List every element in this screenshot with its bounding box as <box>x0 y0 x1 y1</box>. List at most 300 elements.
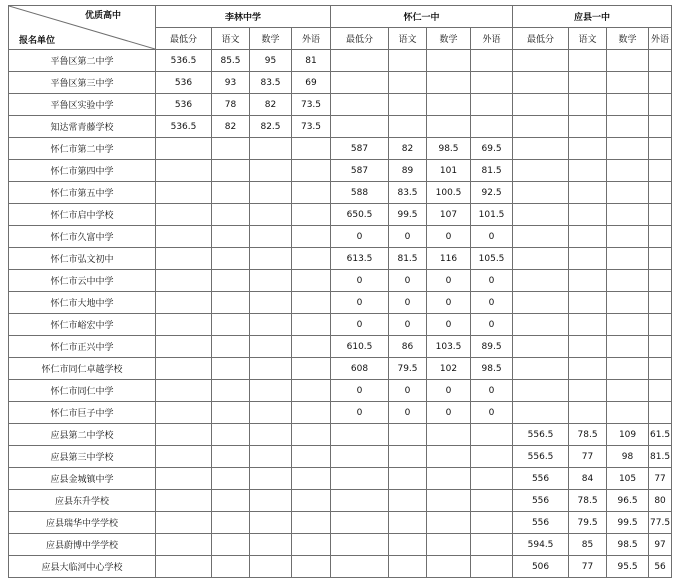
score-cell-english <box>471 556 513 578</box>
score-cell-math <box>607 182 649 204</box>
score-cell-chinese: 77 <box>569 446 607 468</box>
score-cell-math <box>427 490 471 512</box>
score-cell-chinese <box>212 468 250 490</box>
school-name-cell: 怀仁市同仁中学 <box>9 380 156 402</box>
score-cell-english <box>471 468 513 490</box>
score-cell-min-score: 556 <box>513 468 569 490</box>
score-cell-min-score: 0 <box>331 270 389 292</box>
score-cell-chinese: 0 <box>389 380 427 402</box>
score-cell-math <box>607 380 649 402</box>
score-table <box>8 5 672 578</box>
score-cell-chinese <box>212 402 250 424</box>
score-cell-math: 0 <box>427 402 471 424</box>
table-row <box>9 160 672 182</box>
score-cell-min-score: 613.5 <box>331 248 389 270</box>
score-cell-english <box>292 556 331 578</box>
score-cell-chinese <box>212 446 250 468</box>
score-cell-english <box>649 204 672 226</box>
score-cell-english <box>649 138 672 160</box>
score-cell-min-score <box>156 490 212 512</box>
score-cell-min-score <box>331 490 389 512</box>
score-cell-min-score: 594.5 <box>513 534 569 556</box>
score-cell-chinese <box>212 380 250 402</box>
score-cell-min-score: 536 <box>156 72 212 94</box>
score-cell-chinese: 78.5 <box>569 424 607 446</box>
score-cell-chinese <box>389 94 427 116</box>
score-cell-min-score: 536.5 <box>156 116 212 138</box>
score-cell-english <box>292 402 331 424</box>
score-cell-english <box>292 182 331 204</box>
score-cell-min-score: 506 <box>513 556 569 578</box>
score-cell-math <box>250 424 292 446</box>
score-cell-min-score <box>513 314 569 336</box>
score-cell-min-score: 608 <box>331 358 389 380</box>
score-cell-english <box>292 160 331 182</box>
table-row <box>9 72 672 94</box>
score-cell-min-score: 588 <box>331 182 389 204</box>
score-cell-math <box>607 204 649 226</box>
score-cell-min-score: 536.5 <box>156 50 212 72</box>
score-cell-chinese <box>212 138 250 160</box>
score-cell-math <box>250 204 292 226</box>
group-header-yingxian: 应县一中 <box>513 6 672 28</box>
score-cell-math <box>607 138 649 160</box>
school-name-cell: 怀仁市云中中学 <box>9 270 156 292</box>
score-cell-english <box>471 446 513 468</box>
score-cell-min-score <box>513 292 569 314</box>
score-cell-chinese <box>389 468 427 490</box>
group-header-huairen: 怀仁一中 <box>331 6 513 28</box>
score-cell-english <box>649 314 672 336</box>
score-cell-chinese <box>569 72 607 94</box>
score-table-body <box>9 6 672 578</box>
score-cell-min-score <box>156 138 212 160</box>
score-cell-math <box>607 94 649 116</box>
table-row <box>9 116 672 138</box>
score-cell-chinese <box>389 556 427 578</box>
score-cell-math <box>607 160 649 182</box>
score-cell-math <box>427 512 471 534</box>
score-cell-math <box>607 116 649 138</box>
score-cell-math: 0 <box>427 292 471 314</box>
school-name-cell: 怀仁市第四中学 <box>9 160 156 182</box>
score-cell-english <box>649 116 672 138</box>
score-cell-chinese: 79.5 <box>569 512 607 534</box>
score-cell-math: 103.5 <box>427 336 471 358</box>
table-row <box>9 50 672 72</box>
score-cell-math <box>250 468 292 490</box>
score-cell-chinese <box>569 204 607 226</box>
score-cell-math: 82.5 <box>250 116 292 138</box>
score-cell-english: 97 <box>649 534 672 556</box>
score-cell-math <box>250 248 292 270</box>
score-cell-min-score: 0 <box>331 226 389 248</box>
table-row <box>9 556 672 578</box>
score-cell-min-score: 0 <box>331 402 389 424</box>
score-cell-min-score <box>513 182 569 204</box>
score-cell-math: 100.5 <box>427 182 471 204</box>
score-cell-english <box>649 292 672 314</box>
score-cell-min-score <box>513 380 569 402</box>
table-row <box>9 446 672 468</box>
score-cell-math <box>607 314 649 336</box>
score-cell-min-score <box>331 50 389 72</box>
score-cell-math: 98.5 <box>427 138 471 160</box>
score-cell-chinese <box>569 336 607 358</box>
score-cell-chinese <box>389 446 427 468</box>
score-cell-math <box>250 446 292 468</box>
table-row <box>9 358 672 380</box>
score-cell-english <box>649 94 672 116</box>
score-cell-chinese: 81.5 <box>389 248 427 270</box>
school-name-cell: 平鲁区第三中学 <box>9 72 156 94</box>
score-cell-min-score <box>156 380 212 402</box>
score-cell-min-score <box>156 468 212 490</box>
subject-header-min-score: 最低分 <box>513 28 569 50</box>
score-cell-chinese <box>212 292 250 314</box>
score-cell-chinese <box>569 380 607 402</box>
score-cell-math <box>250 512 292 534</box>
score-cell-math: 0 <box>427 314 471 336</box>
score-cell-min-score: 587 <box>331 160 389 182</box>
score-cell-math: 109 <box>607 424 649 446</box>
school-name-cell: 应县第三中学校 <box>9 446 156 468</box>
score-cell-chinese <box>569 270 607 292</box>
score-cell-min-score <box>156 512 212 534</box>
score-cell-math <box>250 336 292 358</box>
school-name-cell: 怀仁市启中学校 <box>9 204 156 226</box>
score-cell-math <box>250 402 292 424</box>
score-cell-english <box>471 116 513 138</box>
score-cell-math: 95.5 <box>607 556 649 578</box>
table-row <box>9 292 672 314</box>
score-cell-english: 0 <box>471 270 513 292</box>
score-cell-math <box>607 248 649 270</box>
score-cell-english <box>649 380 672 402</box>
score-cell-min-score <box>156 160 212 182</box>
score-cell-chinese <box>569 138 607 160</box>
score-cell-math <box>250 534 292 556</box>
score-cell-min-score <box>513 270 569 292</box>
subject-header-english: 外语 <box>292 28 331 50</box>
score-cell-chinese <box>212 490 250 512</box>
score-cell-english <box>292 534 331 556</box>
score-cell-min-score <box>156 424 212 446</box>
score-cell-math <box>427 424 471 446</box>
score-cell-min-score <box>513 336 569 358</box>
score-cell-english: 77 <box>649 468 672 490</box>
score-cell-math <box>427 72 471 94</box>
header-corner-cell <box>9 6 156 50</box>
subject-header-english: 外语 <box>471 28 513 50</box>
score-cell-english <box>471 50 513 72</box>
score-cell-english: 69.5 <box>471 138 513 160</box>
school-name-cell: 应县第二中学校 <box>9 424 156 446</box>
subject-header-chinese: 语文 <box>389 28 427 50</box>
score-cell-chinese <box>212 336 250 358</box>
table-row <box>9 138 672 160</box>
score-cell-min-score: 556.5 <box>513 446 569 468</box>
score-cell-chinese <box>212 226 250 248</box>
score-cell-math: 0 <box>427 226 471 248</box>
score-cell-english <box>292 468 331 490</box>
score-cell-math: 83.5 <box>250 72 292 94</box>
score-cell-english: 81.5 <box>471 160 513 182</box>
score-cell-english <box>649 402 672 424</box>
corner-label-bottom: 报名单位 <box>19 36 56 46</box>
score-cell-english <box>292 314 331 336</box>
school-name-cell: 平鲁区第二中学 <box>9 50 156 72</box>
score-cell-min-score <box>156 336 212 358</box>
score-cell-math: 105 <box>607 468 649 490</box>
subject-header-math: 数学 <box>607 28 649 50</box>
score-cell-english: 0 <box>471 380 513 402</box>
score-cell-min-score <box>513 248 569 270</box>
score-cell-chinese <box>569 94 607 116</box>
score-cell-math <box>250 182 292 204</box>
score-cell-english <box>292 490 331 512</box>
score-cell-min-score <box>513 94 569 116</box>
score-cell-min-score <box>156 556 212 578</box>
score-cell-chinese: 85.5 <box>212 50 250 72</box>
score-cell-english <box>292 512 331 534</box>
score-cell-min-score <box>513 50 569 72</box>
score-cell-math <box>607 336 649 358</box>
score-cell-english <box>649 50 672 72</box>
table-row <box>9 468 672 490</box>
score-cell-english <box>292 336 331 358</box>
school-name-cell: 应县大临河中心学校 <box>9 556 156 578</box>
score-cell-math: 0 <box>427 380 471 402</box>
score-cell-min-score <box>513 226 569 248</box>
school-name-cell: 怀仁市大地中学 <box>9 292 156 314</box>
score-cell-chinese: 0 <box>389 314 427 336</box>
score-cell-chinese <box>212 314 250 336</box>
score-cell-chinese: 89 <box>389 160 427 182</box>
score-cell-math <box>250 226 292 248</box>
score-cell-min-score: 610.5 <box>331 336 389 358</box>
score-cell-english: 0 <box>471 226 513 248</box>
score-cell-min-score <box>156 270 212 292</box>
score-cell-min-score <box>156 358 212 380</box>
score-cell-chinese <box>569 182 607 204</box>
score-cell-english <box>649 72 672 94</box>
score-cell-chinese <box>569 160 607 182</box>
table-row <box>9 248 672 270</box>
score-cell-min-score: 0 <box>331 292 389 314</box>
score-cell-english <box>649 336 672 358</box>
score-cell-chinese <box>569 116 607 138</box>
score-cell-min-score <box>331 94 389 116</box>
score-cell-math <box>250 138 292 160</box>
score-cell-math: 116 <box>427 248 471 270</box>
score-cell-english: 98.5 <box>471 358 513 380</box>
score-cell-chinese <box>212 204 250 226</box>
score-cell-english <box>649 358 672 380</box>
score-cell-english: 101.5 <box>471 204 513 226</box>
score-cell-math <box>427 534 471 556</box>
score-cell-min-score <box>513 72 569 94</box>
score-cell-english: 77.5 <box>649 512 672 534</box>
score-cell-min-score <box>331 468 389 490</box>
score-cell-min-score <box>331 116 389 138</box>
score-cell-min-score: 556.5 <box>513 424 569 446</box>
table-row <box>9 94 672 116</box>
score-cell-english <box>292 292 331 314</box>
score-cell-min-score <box>513 204 569 226</box>
subject-header-math: 数学 <box>427 28 471 50</box>
score-cell-chinese <box>212 248 250 270</box>
score-cell-english: 81 <box>292 50 331 72</box>
score-cell-math <box>427 468 471 490</box>
score-cell-chinese <box>212 182 250 204</box>
group-header-lilin: 李林中学 <box>156 6 331 28</box>
score-cell-math <box>427 116 471 138</box>
score-cell-english <box>471 72 513 94</box>
score-cell-chinese <box>569 358 607 380</box>
score-cell-min-score <box>513 402 569 424</box>
score-cell-english <box>292 358 331 380</box>
school-name-cell: 应县东升学校 <box>9 490 156 512</box>
score-cell-math: 99.5 <box>607 512 649 534</box>
table-row <box>9 424 672 446</box>
score-cell-chinese <box>569 248 607 270</box>
school-name-cell: 应县蔚博中学学校 <box>9 534 156 556</box>
score-cell-min-score <box>331 556 389 578</box>
score-cell-chinese <box>389 534 427 556</box>
score-cell-chinese <box>389 490 427 512</box>
table-row <box>9 204 672 226</box>
subject-header-english: 外语 <box>649 28 672 50</box>
score-cell-math <box>427 556 471 578</box>
score-cell-english: 73.5 <box>292 94 331 116</box>
score-cell-min-score: 536 <box>156 94 212 116</box>
score-cell-math <box>427 50 471 72</box>
score-cell-chinese <box>389 512 427 534</box>
school-name-cell: 怀仁市第二中学 <box>9 138 156 160</box>
score-cell-english <box>649 226 672 248</box>
score-cell-chinese: 99.5 <box>389 204 427 226</box>
score-cell-english <box>292 424 331 446</box>
score-cell-chinese: 77 <box>569 556 607 578</box>
score-cell-min-score <box>156 446 212 468</box>
score-cell-english <box>471 424 513 446</box>
score-cell-math <box>250 380 292 402</box>
score-cell-min-score <box>156 534 212 556</box>
score-cell-min-score: 556 <box>513 490 569 512</box>
score-cell-min-score <box>513 358 569 380</box>
score-cell-min-score <box>156 204 212 226</box>
score-cell-math <box>250 556 292 578</box>
score-cell-math <box>607 270 649 292</box>
score-cell-english <box>649 248 672 270</box>
score-cell-min-score <box>331 424 389 446</box>
score-cell-chinese <box>569 292 607 314</box>
subject-header-min-score: 最低分 <box>156 28 212 50</box>
school-name-cell: 怀仁市峪宏中学 <box>9 314 156 336</box>
school-name-cell: 怀仁市弘文初中 <box>9 248 156 270</box>
school-name-cell: 知达常青藤学校 <box>9 116 156 138</box>
score-cell-math: 102 <box>427 358 471 380</box>
score-cell-english <box>292 204 331 226</box>
table-row <box>9 226 672 248</box>
score-cell-min-score <box>156 292 212 314</box>
score-cell-chinese <box>389 72 427 94</box>
score-cell-english: 0 <box>471 292 513 314</box>
score-cell-english: 92.5 <box>471 182 513 204</box>
score-cell-chinese <box>569 402 607 424</box>
score-cell-math: 95 <box>250 50 292 72</box>
table-row <box>9 270 672 292</box>
score-cell-math <box>250 270 292 292</box>
score-cell-chinese: 0 <box>389 226 427 248</box>
score-cell-english <box>649 182 672 204</box>
score-cell-chinese <box>212 424 250 446</box>
table-row <box>9 534 672 556</box>
score-cell-english <box>292 248 331 270</box>
score-cell-min-score: 556 <box>513 512 569 534</box>
score-cell-chinese <box>569 50 607 72</box>
school-name-cell: 怀仁市第五中学 <box>9 182 156 204</box>
score-cell-min-score <box>156 402 212 424</box>
score-cell-math <box>607 358 649 380</box>
score-cell-english <box>471 94 513 116</box>
score-cell-min-score: 0 <box>331 380 389 402</box>
table-row <box>9 336 672 358</box>
score-cell-min-score: 650.5 <box>331 204 389 226</box>
score-cell-math: 82 <box>250 94 292 116</box>
score-cell-min-score <box>331 72 389 94</box>
score-cell-chinese: 82 <box>389 138 427 160</box>
score-cell-english: 0 <box>471 402 513 424</box>
score-cell-math <box>250 292 292 314</box>
subject-header-math: 数学 <box>250 28 292 50</box>
score-cell-min-score <box>156 226 212 248</box>
score-cell-english: 80 <box>649 490 672 512</box>
score-cell-math <box>607 72 649 94</box>
score-cell-math: 96.5 <box>607 490 649 512</box>
score-cell-min-score: 0 <box>331 314 389 336</box>
school-name-cell: 怀仁市同仁卓越学校 <box>9 358 156 380</box>
score-cell-english: 0 <box>471 314 513 336</box>
score-cell-chinese: 0 <box>389 270 427 292</box>
score-cell-min-score <box>331 446 389 468</box>
score-cell-chinese: 0 <box>389 292 427 314</box>
score-cell-english <box>292 138 331 160</box>
score-cell-english <box>292 380 331 402</box>
score-cell-english: 61.5 <box>649 424 672 446</box>
school-name-cell: 怀仁市久富中学 <box>9 226 156 248</box>
score-cell-math <box>427 446 471 468</box>
school-name-cell: 应县瑞华中学学校 <box>9 512 156 534</box>
score-cell-math <box>607 226 649 248</box>
score-cell-math <box>427 94 471 116</box>
score-cell-chinese: 79.5 <box>389 358 427 380</box>
score-cell-chinese: 85 <box>569 534 607 556</box>
table-row <box>9 402 672 424</box>
subject-header-min-score: 最低分 <box>331 28 389 50</box>
score-cell-chinese: 93 <box>212 72 250 94</box>
score-cell-min-score <box>331 534 389 556</box>
score-cell-math <box>250 490 292 512</box>
score-cell-chinese: 82 <box>212 116 250 138</box>
table-row <box>9 314 672 336</box>
score-cell-math: 98.5 <box>607 534 649 556</box>
school-name-cell: 平鲁区实验中学 <box>9 94 156 116</box>
table-row <box>9 490 672 512</box>
subject-header-chinese: 语文 <box>569 28 607 50</box>
score-cell-chinese <box>212 556 250 578</box>
